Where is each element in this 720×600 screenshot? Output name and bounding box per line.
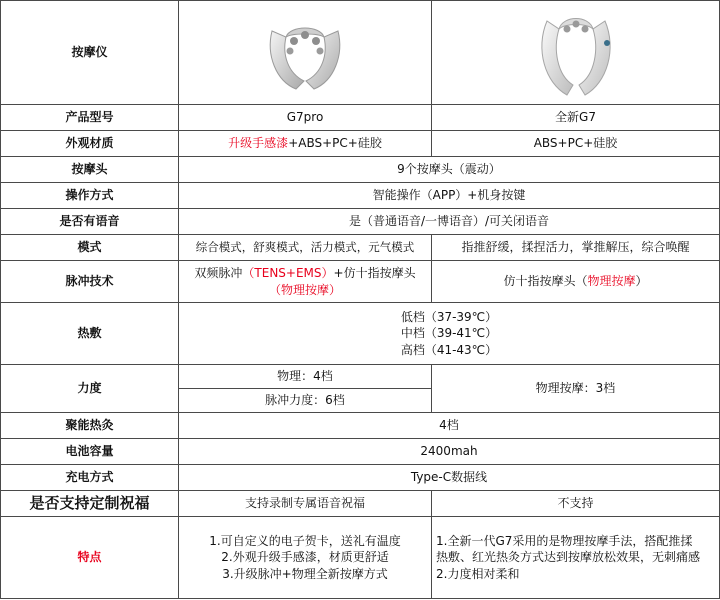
material-b: ABS+PC+硅胶 [432, 131, 720, 157]
model-b: 全新G7 [432, 105, 720, 131]
battery-label: 电池容量 [1, 439, 179, 465]
row-voice [1, 209, 720, 235]
row-material [1, 131, 720, 157]
strength-b: 物理按摩：3档 [432, 365, 720, 413]
row-heat [1, 303, 720, 365]
heat-value [179, 303, 720, 365]
heads-value: 9个按摩头（震动） [179, 157, 720, 183]
operation-label: 操作方式 [1, 183, 179, 209]
modes-a: 综合模式，舒爽模式，活力模式，元气模式 [179, 235, 432, 261]
pulse-a-3: +仿十指按摩头 [333, 266, 416, 281]
header-row [1, 1, 720, 105]
voice-value: 是（普通语音/一博语音）/可关闭语音 [179, 209, 720, 235]
row-charging [1, 465, 720, 491]
material-a-highlight: 升级手感漆 [228, 136, 289, 151]
heads-label: 按摩头 [1, 157, 179, 183]
strength-a-pulse: 脉冲力度：6档 [179, 389, 432, 413]
heat-label: 热敷 [1, 303, 179, 365]
greeting-label: 是否支持定制祝福 [1, 491, 179, 517]
pulse-a-4: （物理按摩） [268, 282, 341, 297]
voice-label: 是否有语音 [1, 209, 179, 235]
pulse-a-1: 双频脉冲 [194, 266, 243, 281]
strength-a-physical: 物理：4档 [179, 365, 432, 389]
row-battery [1, 439, 720, 465]
pulse-b-3: ） [635, 274, 648, 289]
pulse-b-1: 仿十指按摩头（ [503, 274, 588, 289]
row-greeting [1, 491, 720, 517]
greeting-a: 支持录制专属语音祝福 [179, 491, 432, 517]
modes-b: 指推舒缓，揉捏活力，掌推解压，综合唤醒 [432, 235, 720, 261]
pulse-a-2: （TENS+EMS） [242, 266, 334, 281]
product-a-image [179, 1, 432, 105]
features-b-2: 热敷、红光热灸方式达到按摩放松效果，无刺痛感 [436, 550, 701, 565]
product-b-image [432, 1, 720, 105]
charging-value: Type-C数据线 [179, 465, 720, 491]
material-a [179, 131, 432, 157]
features-b-1: 1.全新一代G7采用的是物理按摩手法，搭配推揉 [436, 534, 693, 549]
row-heads [1, 157, 720, 183]
row-operation [1, 183, 720, 209]
operation-value: 智能操作（APP）+机身按键 [179, 183, 720, 209]
material-label: 外观材质 [1, 131, 179, 157]
moxa-value: 4档 [179, 413, 720, 439]
features-b-3: 2.力度相对柔和 [436, 566, 520, 581]
pulse-label: 脉冲技术 [1, 261, 179, 303]
features-a-2: 2.外观升级手感漆，材质更舒适 [221, 550, 389, 565]
moxa-label: 聚能热灸 [1, 413, 179, 439]
features-a [179, 517, 432, 599]
row-modes [1, 235, 720, 261]
modes-label: 模式 [1, 235, 179, 261]
pulse-b-2: 物理按摩 [587, 274, 636, 289]
pulse-a-line1 [179, 265, 431, 281]
row-strength-1 [1, 365, 720, 389]
charging-label: 充电方式 [1, 465, 179, 491]
material-a-rest: +ABS+PC+硅胶 [288, 136, 382, 151]
heat-line-mid: 中档（39-41℃） [400, 326, 498, 341]
model-label: 产品型号 [1, 105, 179, 131]
features-a-3: 3.升级脉冲+物理全新按摩方式 [222, 566, 388, 581]
row-pulse [1, 261, 720, 303]
neck-massager-b-icon [533, 5, 619, 101]
greeting-b: 不支持 [432, 491, 720, 517]
pulse-b [432, 261, 720, 303]
heat-line-high: 高档（41-43℃） [400, 342, 498, 357]
battery-value: 2400mah [179, 439, 720, 465]
row-moxa [1, 413, 720, 439]
features-a-1: 1.可自定义的电子贺卡，送礼有温度 [209, 534, 401, 549]
strength-label: 力度 [1, 365, 179, 413]
row-features [1, 517, 720, 599]
features-b [432, 517, 720, 599]
model-a: G7pro [179, 105, 432, 131]
features-label: 特点 [1, 517, 179, 599]
row-model [1, 105, 720, 131]
header-label: 按摩仪 [1, 1, 179, 105]
neck-massager-a-icon [262, 11, 348, 95]
pulse-a [179, 261, 432, 303]
heat-line-low: 低档（37-39℃） [400, 310, 498, 325]
